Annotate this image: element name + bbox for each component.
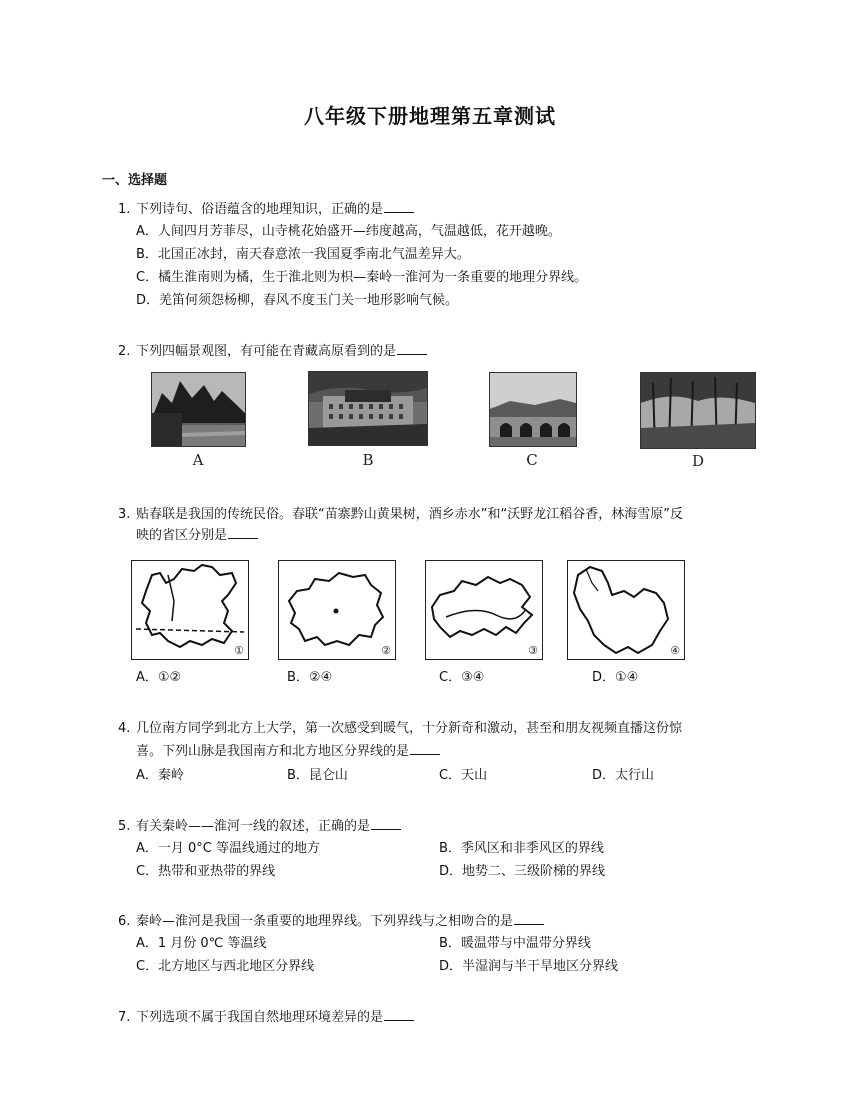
question-3 [118,503,683,522]
option-d: D．半湿润与半干旱地区分界线 [439,959,619,974]
answer-blank[interactable] [397,342,427,355]
question-2 [118,340,427,359]
question-stem-line-1: 几位南方同学到北方上大学，第一次感受到暖气，十分新奇和激动，甚至和朋友视频直播这份惊 [136,721,683,736]
question-number: 7. [118,1010,131,1025]
question-stem-line-2: 映的省区分别是 [136,528,228,543]
map-number-2: ② [381,644,391,657]
province-map-4 [567,560,685,660]
question-stem: 秦岭—淮河是我国一条重要的地理界线。下列界线与之相吻合的是 [136,914,514,929]
province-map-1 [131,560,249,660]
question-stem: 有关秦岭——淮河一线的叙述，正确的是 [136,819,371,834]
photo-label-d: D [691,452,705,470]
photo-label-c: C [526,451,538,469]
question-number: 3. [118,507,131,522]
question-number: 1. [118,202,131,217]
landscape-photo-c [489,372,577,447]
province-map-2 [278,560,396,660]
question-4-line-2 [136,742,440,762]
question-stem: 下列四幅景观图，有可能在青藏高原看到的是 [136,344,397,359]
photo-label-a: A [192,451,204,469]
question-5 [118,815,401,834]
question-number: 4. [118,721,131,736]
option-d: D．太行山 [592,768,655,783]
option-b: B．季风区和非季风区的界线 [439,841,604,856]
option-a: A．人间四月芳菲尽，山寺桃花始盛开—纬度越高，气温越低，花开越晚。 [136,224,561,239]
option-c: C．天山 [439,768,488,783]
question-stem: 下列选项不属于我国自然地理环境差异的是 [136,1010,384,1025]
option-b: B．②④ [287,670,333,685]
page-title: 八年级下册地理第五章测试 [304,104,556,128]
landscape-photo-b [308,371,428,446]
question-4 [118,717,682,736]
answer-blank[interactable] [514,912,544,925]
option-a: A．①② [136,670,182,685]
landscape-photo-a [151,372,246,447]
question-number: 5. [118,819,131,834]
section-heading: 一、选择题 [102,173,168,188]
answer-blank[interactable] [410,742,440,755]
option-b: B．昆仑山 [287,768,348,783]
question-number: 6. [118,914,131,929]
landscape-photo-d [640,372,756,449]
question-7 [118,1006,414,1025]
answer-blank[interactable] [384,1008,414,1021]
answer-blank[interactable] [384,200,414,213]
question-3-line-2 [136,526,258,546]
option-a: A．一月 0°C 等温线通过的地方 [136,841,321,856]
province-map-3 [425,560,543,660]
option-a: A．1 月份 0℃ 等温线 [136,936,267,951]
question-6 [118,910,544,929]
option-d: D．①④ [592,670,639,685]
answer-blank[interactable] [228,526,258,539]
question-stem-line-2: 喜。下列山脉是我国南方和北方地区分界线的是 [136,744,410,759]
option-c: C．北方地区与西北地区分界线 [136,959,315,974]
answer-blank[interactable] [371,817,401,830]
option-c: C．橘生淮南则为橘，生于淮北则为枳—秦岭一淮河为一条重要的地理分界线。 [136,270,588,285]
map-number-4: ④ [670,644,680,657]
question-stem: 下列诗句、俗语蕴含的地理知识，正确的是 [136,202,384,217]
option-c: C．热带和亚热带的界线 [136,864,276,879]
option-b: B．暖温带与中温带分界线 [439,936,591,951]
question-1 [118,198,414,217]
option-a: A．秦岭 [136,768,184,783]
photo-label-b: B [362,451,374,469]
question-number: 2. [118,344,131,359]
map-number-3: ③ [528,644,538,657]
map-number-1: ① [234,644,244,657]
option-d: D．羌笛何须怨杨柳，春风不度玉门关一地形影响气候。 [136,293,459,308]
option-d: D．地势二、三级阶梯的界线 [439,864,606,879]
option-b: B．北国正冰封，南天春意浓一我国夏季南北气温差异大。 [136,247,470,262]
option-c: C．③④ [439,670,485,685]
question-stem-line-1: 贴春联是我国的传统民俗。春联“苗寨黔山黄果树，酒乡赤水”和“沃野龙江稻谷香，林海雪原”反 [136,507,683,522]
